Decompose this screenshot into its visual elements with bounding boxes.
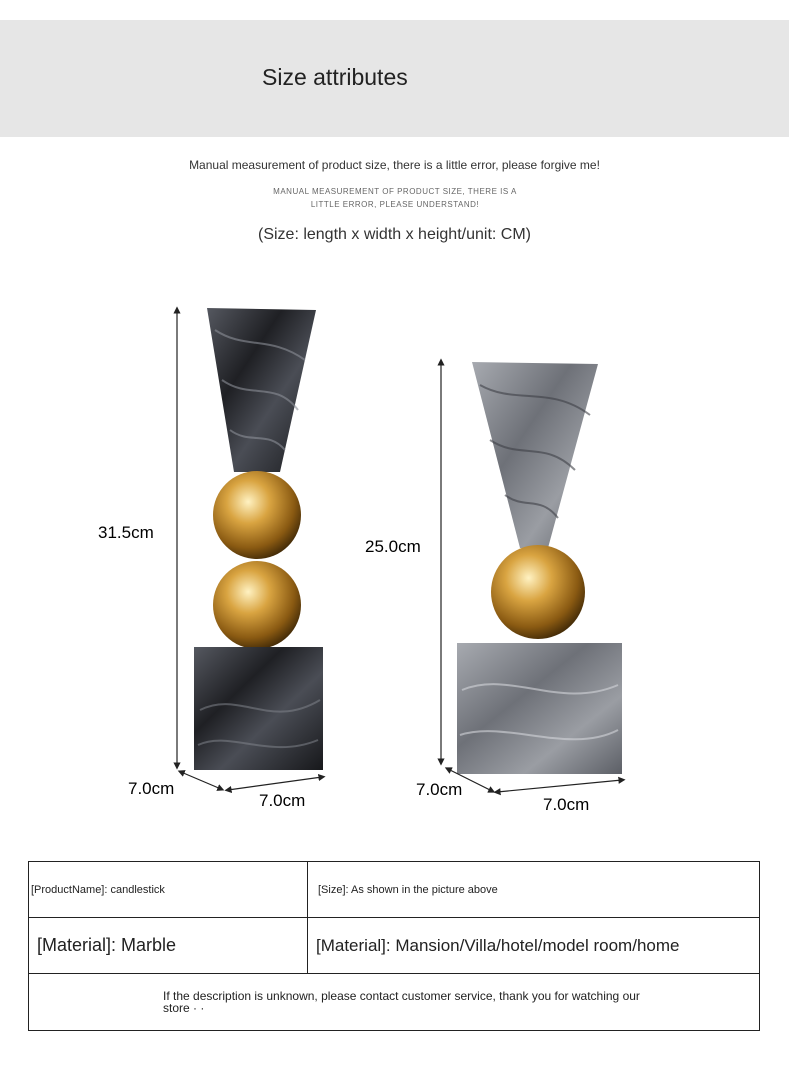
height-label: 31.5cm [98, 523, 154, 542]
table-row [29, 862, 760, 918]
measurement-note: Manual measurement of product size, there is a little error, please forgive me! [189, 158, 600, 172]
material-cell: [Material]: Marble [29, 918, 308, 974]
size-unit-note: (Size: length x width x height/unit: CM) [257, 226, 531, 243]
gold-sphere [491, 545, 585, 639]
depth-label: 7.0cm [416, 780, 463, 799]
measurement-note-caps: MANUAL MEASUREMENT OF PRODUCT SIZE, THERE IS A LITTLE ERROR, PLEASE UNDERSTAND! [273, 187, 517, 209]
marble-cone-top [207, 308, 316, 472]
footer-text: If the description is unknown, please contact customer service, thank you for watching our store · · [163, 989, 640, 1015]
depth-label: 7.0cm [128, 779, 175, 798]
spec-table [28, 861, 760, 1031]
width-label: 7.0cm [259, 791, 306, 810]
product-figures [0, 290, 789, 830]
gold-sphere [213, 561, 301, 649]
table-row [29, 918, 760, 974]
candlestick-short [441, 362, 622, 792]
gold-sphere [213, 471, 301, 559]
candlestick-tall [177, 308, 323, 790]
page-title: Size attributes [262, 64, 408, 90]
width-label: 7.0cm [543, 795, 590, 814]
height-label: 25.0cm [365, 537, 421, 556]
footer-note [29, 974, 760, 1031]
scene-cell: [Material]: Mansion/Villa/hotel/model room/home [308, 918, 760, 974]
size-cell: [Size]: As shown in the picture above [308, 862, 760, 918]
marble-base [457, 643, 622, 774]
table-row [29, 974, 760, 1031]
product-name-cell: [ProductName]: candlestick [29, 862, 308, 918]
